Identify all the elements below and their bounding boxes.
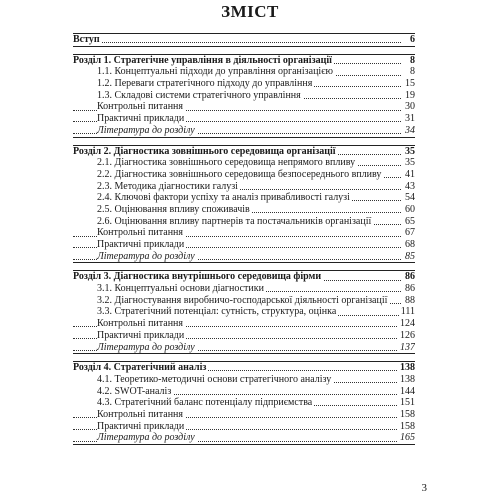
toc-section-heading[interactable]: Розділ 1. Стратегічне управління в діяльності організації 8: [73, 54, 415, 66]
toc-section-box: [73, 361, 415, 445]
toc-entry[interactable]: 2.6. Оцінювання впливу партнерів та постачальників організації 65: [97, 215, 415, 227]
toc-entry[interactable]: Література до розділу 165: [73, 432, 415, 444]
toc-entry-intro[interactable]: Вступ 6: [73, 34, 415, 45]
toc-section-box: [73, 54, 415, 138]
toc-intro-box: [73, 33, 415, 47]
toc-entry[interactable]: 3.3. Стратегічний потенціал: сутність, структура, оцінка 111: [97, 306, 415, 318]
toc-entry[interactable]: Контрольні питання 124: [73, 318, 415, 330]
toc-entry[interactable]: Практичні приклади 158: [73, 421, 415, 433]
toc-entry[interactable]: 2.5. Оцінювання впливу споживачів 60: [97, 203, 415, 215]
toc-entry[interactable]: 3.1. Концептуальні основи діагностики 86: [97, 283, 415, 295]
toc-entry[interactable]: Практичні приклади 126: [73, 330, 415, 342]
toc-entry[interactable]: 4.2. SWOT-аналіз 144: [97, 385, 415, 397]
toc-entry[interactable]: Література до розділу 34: [73, 125, 415, 137]
toc-entry[interactable]: Література до розділу 85: [73, 251, 415, 263]
page-title: ЗМІСТ: [221, 2, 279, 21]
toc-section-box: [73, 145, 415, 264]
toc-section-heading[interactable]: Розділ 2. Діагностика зовнішнього середовища організації 35: [73, 145, 415, 157]
toc-entry[interactable]: Практичні приклади 68: [73, 239, 415, 251]
toc-entry[interactable]: 2.3. Методика діагностики галузі 43: [97, 180, 415, 192]
toc-section-heading[interactable]: Розділ 4. Стратегічний аналіз 138: [73, 362, 415, 374]
page-number: 3: [421, 482, 427, 494]
toc-entry[interactable]: Контрольні питання 67: [73, 227, 415, 239]
toc-entry[interactable]: 4.3. Стратегічний баланс потенціалу підприємства 151: [97, 397, 415, 409]
table-of-contents: [73, 22, 415, 445]
toc-entry[interactable]: 1.1. Концептуальні підходи до управління організацією 8: [97, 66, 415, 78]
toc-entry[interactable]: 2.4. Ключові фактори успіху та аналіз привабливості галузі 54: [97, 192, 415, 204]
toc-entry[interactable]: Контрольні питання 158: [73, 409, 415, 421]
toc-entry[interactable]: 2.2. Діагностика зовнішнього середовища безпосереднього впливу 41: [97, 168, 415, 180]
toc-entry[interactable]: 2.1. Діагностика зовнішнього середовища непрямого впливу 35: [97, 157, 415, 169]
toc-entry[interactable]: 4.1. Теоретико-методичні основи стратегічного аналізу 138: [97, 373, 415, 385]
toc-section-heading[interactable]: Розділ 3. Діагностика внутрішнього середовища фірми 86: [73, 271, 415, 283]
toc-entry[interactable]: Література до розділу 137: [73, 342, 415, 354]
toc-entry[interactable]: Контрольні питання 30: [73, 101, 415, 113]
toc-entry[interactable]: 3.2. Діагностування виробничо-господарської діяльності організації 88: [97, 294, 415, 306]
toc-sections: [73, 54, 415, 445]
toc-entry[interactable]: Практичні приклади 31: [73, 113, 415, 125]
toc-section-box: [73, 270, 415, 354]
toc-entry[interactable]: 1.3. Складові системи стратегічного управління 19: [97, 89, 415, 101]
toc-entry[interactable]: 1.2. Переваги стратегічного підходу до управління 15: [97, 78, 415, 90]
